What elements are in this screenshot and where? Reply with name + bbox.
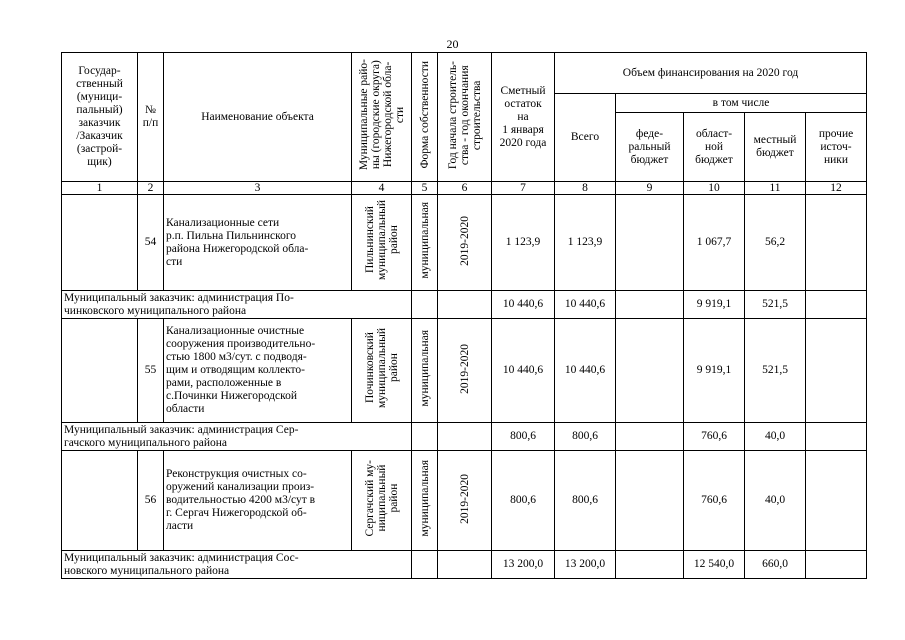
header-number: № п/п <box>138 53 164 182</box>
header-ownership: Форма собственности <box>412 53 438 182</box>
other <box>806 195 867 291</box>
header-customer: Государ- ственный (муници- пальный) заказчик /Заказчик (застрой- щик) <box>62 53 138 182</box>
header-years: Год начала строитель- ства - год окончания строительства <box>438 53 492 182</box>
federal <box>616 423 684 451</box>
table-row-summary <box>62 423 867 451</box>
row-number: 55 <box>138 319 164 423</box>
header-local: местный бюджет <box>745 113 806 182</box>
table-row-item <box>62 319 867 423</box>
total: 10 440,6 <box>555 291 616 319</box>
district: Сергачский му- ниципальный район <box>352 451 412 551</box>
years <box>438 551 492 579</box>
local: 660,0 <box>745 551 806 579</box>
local: 56,2 <box>745 195 806 291</box>
customer-label: Муниципальный заказчик: администрация По- чинковского муниципального района <box>62 291 412 319</box>
column-number: 12 <box>806 182 867 195</box>
local: 521,5 <box>745 319 806 423</box>
years: 2019-2020 <box>438 319 492 423</box>
column-number: 3 <box>164 182 352 195</box>
regional: 9 919,1 <box>684 319 745 423</box>
local: 521,5 <box>745 291 806 319</box>
federal <box>616 319 684 423</box>
regional: 12 540,0 <box>684 551 745 579</box>
column-number: 5 <box>412 182 438 195</box>
ownership <box>412 291 438 319</box>
object-name: Канализационные очистные сооружения производительно- стью 1800 м3/сут. с подводя- щим и отводящим коллекто- рами, расположенные в с.Починки Нижегородской области <box>164 319 352 423</box>
column-number: 4 <box>352 182 412 195</box>
header-total: Всего <box>555 94 616 182</box>
federal <box>616 451 684 551</box>
years: 2019-2020 <box>438 451 492 551</box>
row-number: 56 <box>138 451 164 551</box>
ownership: муниципальная <box>412 319 438 423</box>
header-row-1 <box>62 53 867 94</box>
regional: 1 067,7 <box>684 195 745 291</box>
header-regional: област- ной бюджет <box>684 113 745 182</box>
customer-cell <box>62 195 138 291</box>
regional: 9 919,1 <box>684 291 745 319</box>
header-object-name: Наименование объекта <box>164 53 352 182</box>
header-including: в том числе <box>616 94 867 113</box>
table-row-summary <box>62 291 867 319</box>
federal <box>616 551 684 579</box>
other <box>806 291 867 319</box>
column-number: 7 <box>492 182 555 195</box>
table-row-item <box>62 195 867 291</box>
balance: 1 123,9 <box>492 195 555 291</box>
balance: 10 440,6 <box>492 291 555 319</box>
balance: 13 200,0 <box>492 551 555 579</box>
balance: 10 440,6 <box>492 319 555 423</box>
years <box>438 423 492 451</box>
header-municipality: Муниципальные райо- ны (городские округа) Нижегородской обла- сти <box>352 53 412 182</box>
customer-cell <box>62 319 138 423</box>
total: 800,6 <box>555 451 616 551</box>
object-name: Реконструкция очистных со- оружений канализации произ- водительностью 4200 м3/сут в г. Сергач Нижегородской об- ласти <box>164 451 352 551</box>
total: 10 440,6 <box>555 319 616 423</box>
years: 2019-2020 <box>438 195 492 291</box>
balance: 800,6 <box>492 423 555 451</box>
column-number: 10 <box>684 182 745 195</box>
other <box>806 451 867 551</box>
total: 800,6 <box>555 423 616 451</box>
district: Пильнинский муниципальный район <box>352 195 412 291</box>
regional: 760,6 <box>684 451 745 551</box>
local: 40,0 <box>745 451 806 551</box>
financing-table <box>61 52 867 579</box>
header-financing: Объем финансирования на 2020 год <box>555 53 867 94</box>
total: 13 200,0 <box>555 551 616 579</box>
table-row-summary <box>62 551 867 579</box>
column-number: 1 <box>62 182 138 195</box>
column-number: 11 <box>745 182 806 195</box>
years <box>438 291 492 319</box>
column-number: 6 <box>438 182 492 195</box>
federal <box>616 291 684 319</box>
column-number: 9 <box>616 182 684 195</box>
row-number: 54 <box>138 195 164 291</box>
balance: 800,6 <box>492 451 555 551</box>
column-number-row <box>62 182 867 195</box>
other <box>806 551 867 579</box>
other <box>806 319 867 423</box>
customer-label: Муниципальный заказчик: администрация Сос- новского муниципального района <box>62 551 412 579</box>
header-other: прочие источ- ники <box>806 113 867 182</box>
customer-cell <box>62 451 138 551</box>
object-name: Канализационные сети р.п. Пильна Пильнинского района Нижегородской обла- сти <box>164 195 352 291</box>
regional: 760,6 <box>684 423 745 451</box>
ownership: муниципальная <box>412 451 438 551</box>
header-balance: Сметный остаток на 1 января 2020 года <box>492 53 555 182</box>
column-number: 8 <box>555 182 616 195</box>
customer-label: Муниципальный заказчик: администрация Сер- гачского муниципального района <box>62 423 412 451</box>
ownership: муниципальная <box>412 195 438 291</box>
other <box>806 423 867 451</box>
page-number: 20 <box>446 37 459 51</box>
header-federal: феде- ральный бюджет <box>616 113 684 182</box>
column-number: 2 <box>138 182 164 195</box>
district: Починковский муниципальный район <box>352 319 412 423</box>
table-row-item <box>62 451 867 551</box>
ownership <box>412 551 438 579</box>
local: 40,0 <box>745 423 806 451</box>
total: 1 123,9 <box>555 195 616 291</box>
federal <box>616 195 684 291</box>
ownership <box>412 423 438 451</box>
